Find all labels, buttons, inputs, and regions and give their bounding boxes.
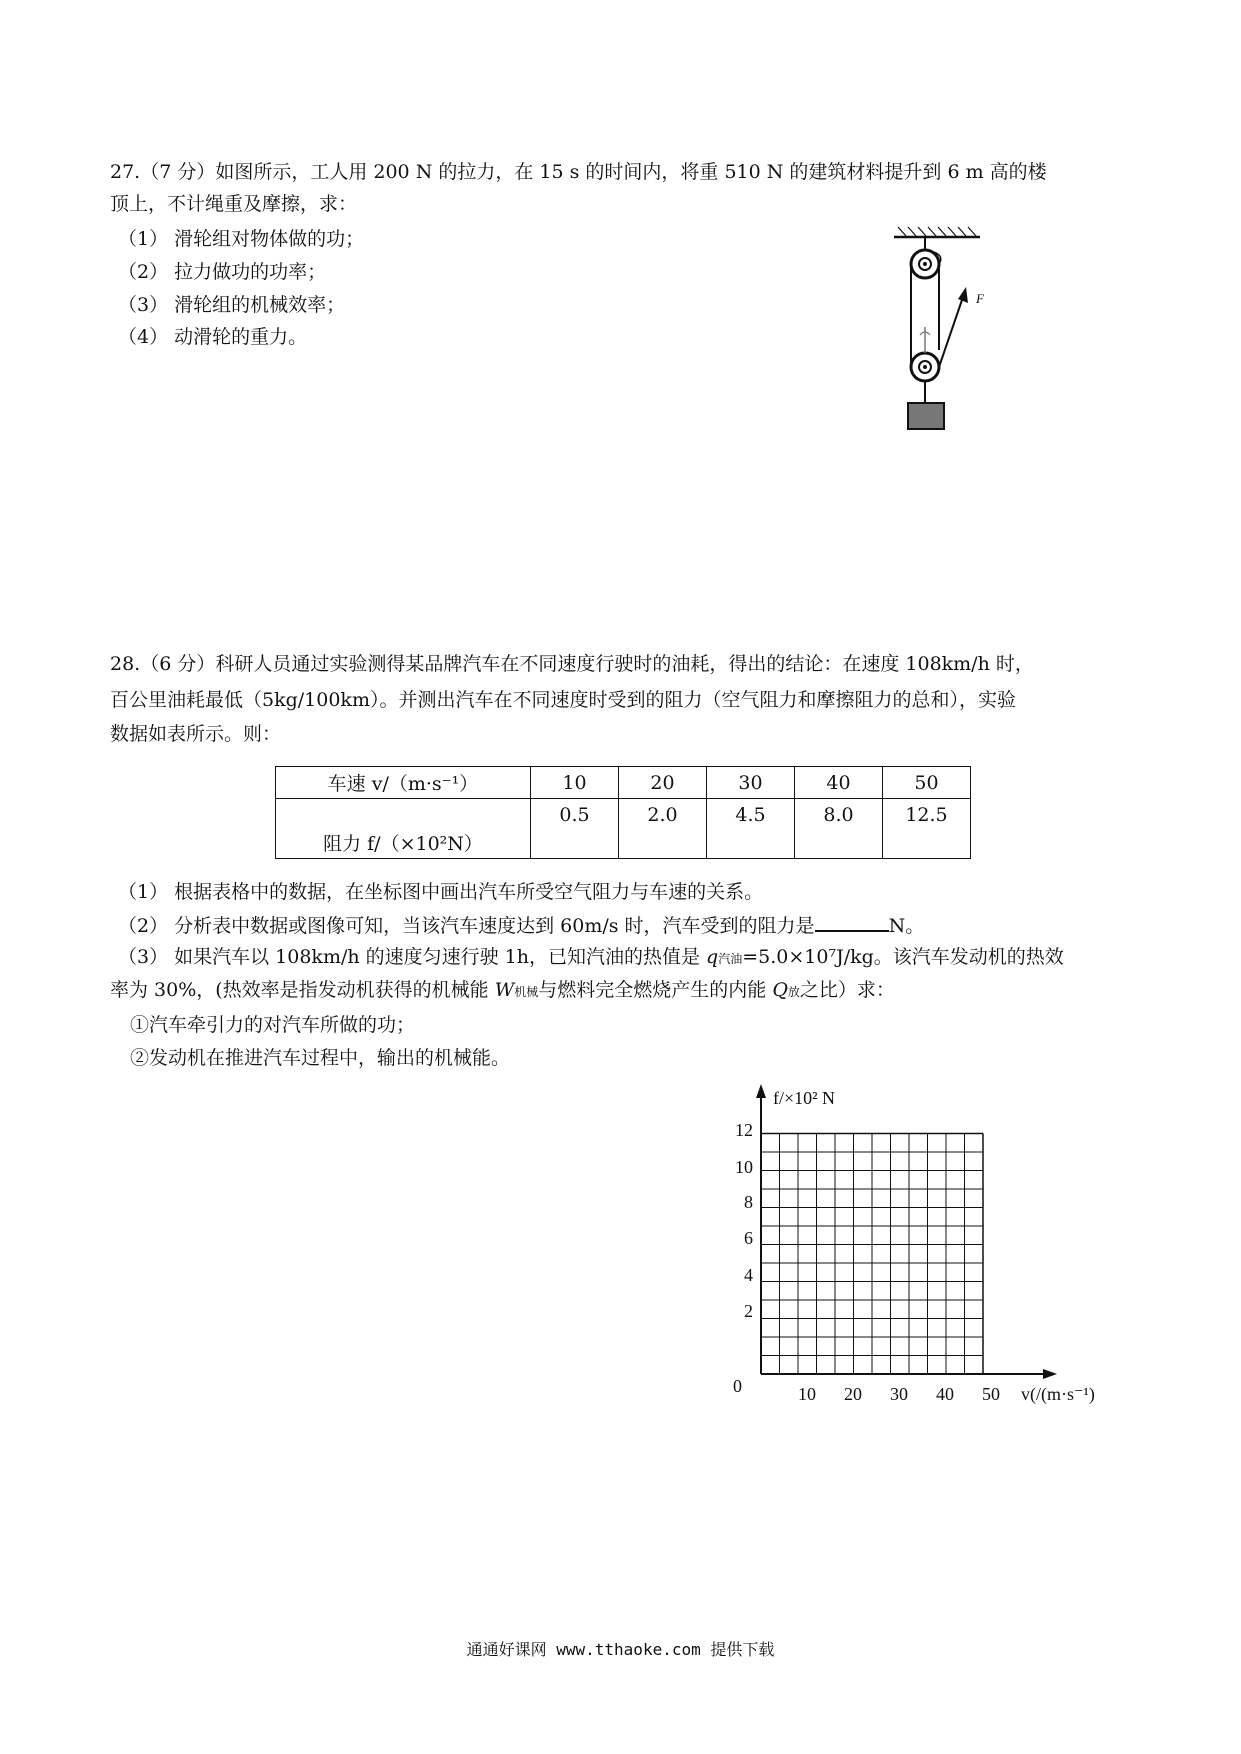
page-footer: 通通好课网 www.tthaoke.com 提供下载 — [466, 1640, 775, 1659]
q28-part-3-line2 — [110, 978, 895, 1004]
q27-line1: 27.（7 分）如图所示，工人用 200 N 的拉力，在 15 s 的时间内，将重 510 N 的建筑材料提升到 6 m 高的楼 — [110, 161, 1047, 183]
q28-part-3-line1 — [118, 945, 1064, 971]
big-q-symbol: Q — [772, 979, 788, 1001]
x-axis-label: v(/(m·s⁻¹) — [1021, 1384, 1095, 1404]
q28-sub-1: ①汽车牵引力的对汽车所做的功； — [130, 1014, 416, 1036]
answer-grid-chart[interactable] — [715, 1082, 1135, 1422]
y-axis-label: f/×10² N — [773, 1088, 836, 1108]
y-tick-label: 12 — [735, 1120, 753, 1140]
w-symbol: W — [494, 979, 515, 1001]
q28-part-2 — [118, 912, 924, 938]
force-label: F — [976, 291, 984, 306]
q28-line1: 28.（6 分）科研人员通过实验测得某品牌汽车在不同速度行驶时的油耗，得出的结论：在速度 108km/h 时， — [110, 653, 1034, 675]
q-symbol: q — [706, 946, 719, 968]
q28-part-3-text-e: 之比）求： — [799, 979, 895, 1001]
y-tick-label: 8 — [744, 1192, 753, 1212]
q27-part-3: （3） 滑轮组的机械效率； — [118, 294, 346, 316]
answer-blank[interactable] — [815, 912, 889, 932]
speed-header: 车速 v/（m·s⁻¹） — [276, 767, 531, 799]
q28-line2: 百公里油耗最低（5kg/100km）。并测出汽车在不同速度时受到的阻力（空气阻力和摩擦阻力的总和），实验 — [110, 689, 1016, 711]
force-cell: 12.5 — [883, 799, 971, 859]
speed-cell: 30 — [707, 767, 795, 799]
q27-part-4: （4） 动滑轮的重力。 — [118, 326, 308, 348]
x-tick-label: 30 — [890, 1384, 908, 1404]
q27-part-1: （1） 滑轮组对物体做的功； — [118, 228, 365, 250]
q28-part-1: （1） 根据表格中的数据，在坐标图中画出汽车所受空气阻力与车速的关系。 — [118, 881, 764, 903]
origin-label: 0 — [733, 1376, 742, 1396]
q28-part-2-text: （2） 分析表中数据或图像可知，当该汽车速度达到 60m/s 时，汽车受到的阻力是 — [118, 915, 815, 937]
speed-resistance-table — [275, 766, 971, 859]
y-tick-label: 4 — [744, 1265, 753, 1285]
force-cell: 2.0 — [619, 799, 707, 859]
speed-cell: 20 — [619, 767, 707, 799]
force-cell: 8.0 — [795, 799, 883, 859]
y-tick-label: 10 — [735, 1157, 753, 1177]
q-subscript: 汽油 — [718, 952, 743, 966]
speed-cell: 40 — [795, 767, 883, 799]
q28-part-2-unit: N。 — [888, 915, 925, 937]
q28-part-3-text-d: 与燃料完全燃烧产生的内能 — [538, 979, 773, 1001]
force-cell: 4.5 — [707, 799, 795, 859]
w-subscript: 机械 — [514, 985, 539, 999]
force-header: 阻力 f/（×10²N） — [276, 799, 531, 859]
q27-line2: 顶上，不计绳重及摩擦，求： — [110, 193, 358, 215]
q28-part-3-text-c: 率为 30%，(热效率是指发动机获得的机械能 — [110, 979, 495, 1001]
speed-cell: 50 — [883, 767, 971, 799]
force-cell: 0.5 — [531, 799, 619, 859]
q27-part-2: （2） 拉力做功的功率； — [118, 261, 327, 283]
big-q-subscript: 放 — [787, 985, 800, 999]
q28-part-3-text-b: =5.0×10⁷J/kg。该汽车发动机的热效 — [742, 946, 1064, 968]
speed-cell: 10 — [531, 767, 619, 799]
x-tick-label: 50 — [982, 1384, 1000, 1404]
y-tick-label: 6 — [744, 1228, 753, 1248]
q28-part-3-text-a: （3） 如果汽车以 108km/h 的速度匀速行驶 1h，已知汽油的热值是 — [118, 946, 707, 968]
x-tick-label: 10 — [798, 1384, 816, 1404]
q28-sub-2: ②发动机在推进汽车过程中，输出的机械能。 — [130, 1047, 511, 1069]
y-tick-label: 2 — [744, 1301, 753, 1321]
x-tick-label: 20 — [844, 1384, 862, 1404]
x-tick-label: 40 — [936, 1384, 954, 1404]
pulley-figure — [880, 225, 1000, 445]
q28-line3: 数据如表所示。则： — [110, 723, 282, 745]
